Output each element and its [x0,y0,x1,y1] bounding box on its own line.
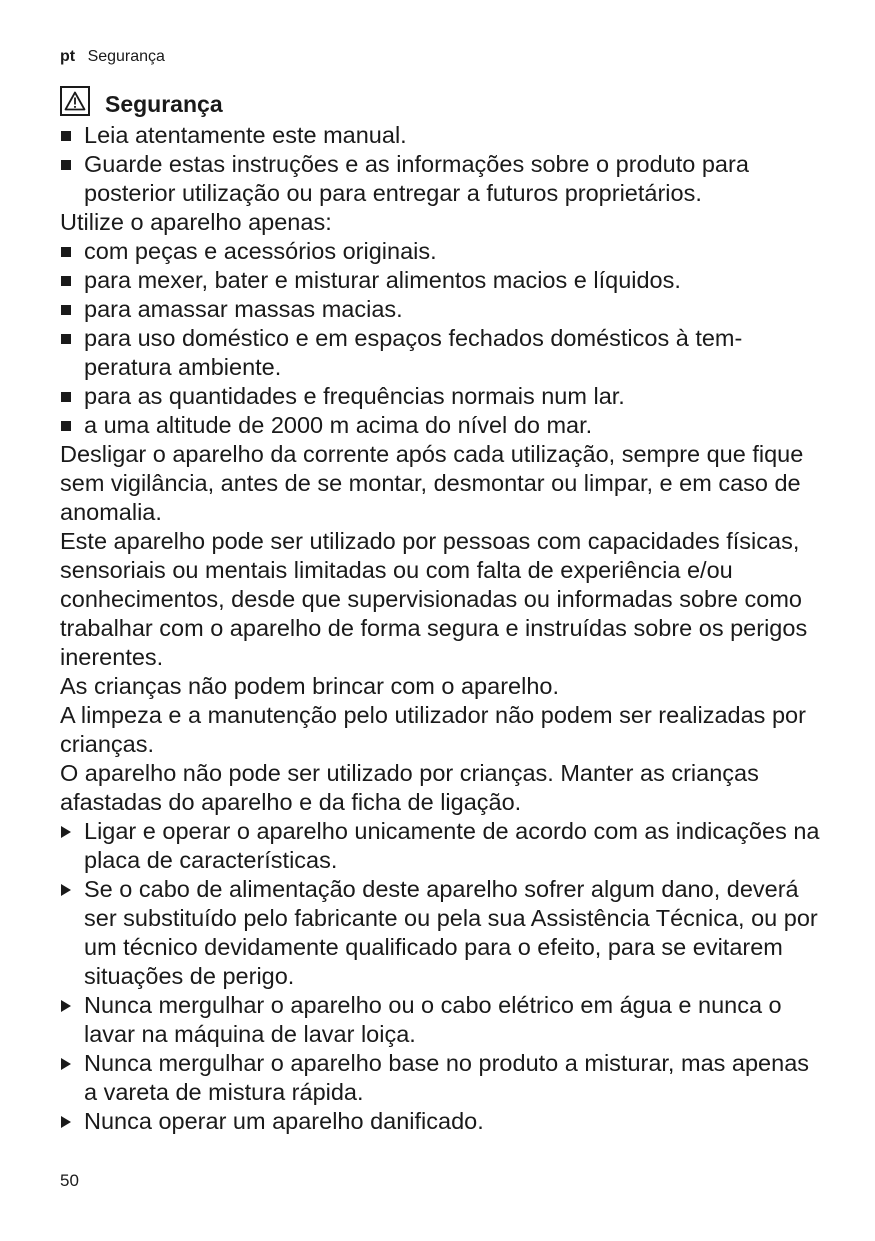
usage-item-text: para uso doméstico e em espaços fechados domésticos à temperatura ambiente. [84,325,743,380]
action-item-text: Nunca operar um aparelho danificado. [84,1108,484,1134]
paragraph-children-play: As crianças não podem brincar com o aparelho. [60,673,559,699]
usage-item [60,295,820,324]
usage-item-text: para mexer, bater e misturar alimentos macios e líquidos. [84,267,681,293]
page-header [60,47,165,67]
action-item [60,817,820,875]
safety-content [60,121,820,1136]
triangle-arrow-icon [61,1058,71,1070]
square-bullet-icon [61,305,71,315]
usage-item-text: para amassar massas macias. [84,296,403,322]
header-section-name: Segurança [87,48,165,65]
paragraph-cleaning-children: A limpeza e a manutenção pelo utilizador não podem ser realizadas por crianças. [60,702,806,757]
usage-item [60,411,820,440]
action-item [60,1049,820,1107]
usage-item-text: para as quantidades e frequências normais num lar. [84,383,625,409]
square-bullet-icon [61,247,71,257]
triangle-arrow-icon [61,1116,71,1128]
paragraph-disconnect: Desligar o aparelho da corrente após cada utilização, sempre que fique sem vigilância, antes de se montar, desmontar ou limpar, e em caso de anomalia. [60,441,804,525]
action-item-text: Se o cabo de alimentação deste aparelho sofrer algum dano, deverá ser substituído pelo fabricante ou pela sua Assistência Técnica, ou por um técnico devidamente qualificado para o efeito, para se evitarem situações de perigo. [84,876,818,989]
list-item-text: Guarde estas instruções e as informações sobre o produto para posterior utilização ou para entregar a futuros proprietários. [84,151,749,206]
triangle-arrow-icon [61,884,71,896]
action-item-text: Nunca mergulhar o aparelho base no produto a misturar, mas apenas a vareta de mistura rápida. [84,1050,810,1105]
square-bullet-icon [61,131,71,141]
action-item [60,875,820,991]
usage-intro: Utilize o aparelho apenas: [60,209,332,235]
square-bullet-icon [61,421,71,431]
usage-item [60,324,820,382]
paragraph-children-use: O aparelho não pode ser utilizado por crianças. Manter as crianças afastadas do aparelho e da ficha de ligação. [60,760,759,815]
square-bullet-icon [61,392,71,402]
warning-triangle-icon [60,86,90,116]
usage-item [60,382,820,411]
usage-item [60,237,820,266]
section-title: Segurança [105,90,223,117]
usage-item [60,266,820,295]
usage-item-text: a uma altitude de 2000 m acima do nível do mar. [84,412,593,438]
list-item-text: Leia atentamente este manual. [84,122,407,148]
square-bullet-icon [61,334,71,344]
usage-item-text: com peças e acessórios originais. [84,238,437,264]
language-code: pt [60,48,76,65]
square-bullet-icon [61,160,71,170]
action-item [60,991,820,1049]
action-item-text: Ligar e operar o aparelho unicamente de acordo com as indicações na placa de características. [84,818,820,873]
paragraph-limited-capacities: Este aparelho pode ser utilizado por pessoas com capacidades físicas, sensoriais ou mentais limitadas ou com falta de experiência e/ou conhecimentos, desde que supervisionadas ou informadas sobre como trabalhar com o aparelho de forma segura e instruídas sobre os perigos inerentes. [60,528,808,670]
page-number: 50 [60,1171,79,1190]
triangle-arrow-icon [61,1000,71,1012]
triangle-arrow-icon [61,826,71,838]
action-item-text: Nunca mergulhar o aparelho ou o cabo elétrico em água e nunca o lavar na máquina de lavar loiça. [84,992,782,1047]
action-item [60,1107,820,1136]
section-title-row [60,84,223,118]
list-item-read-manual [60,121,820,150]
square-bullet-icon [61,276,71,286]
list-item-keep-instructions [60,150,820,208]
